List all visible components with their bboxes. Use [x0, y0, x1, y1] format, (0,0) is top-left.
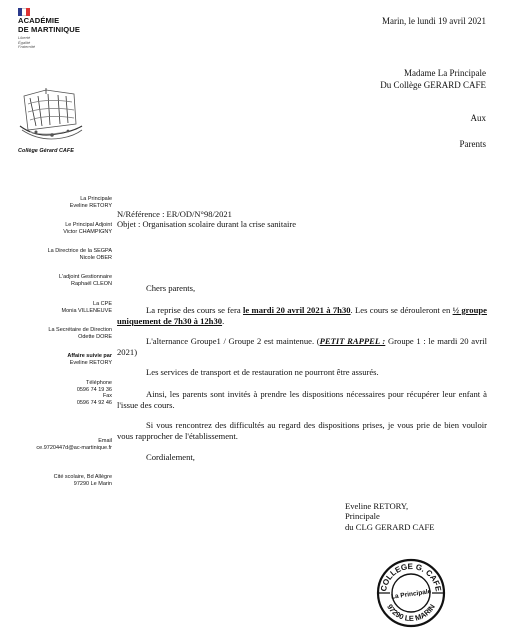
contact-principale — [70, 196, 112, 209]
paragraph-alternance — [117, 336, 487, 358]
college-caption: Collège Gérard CAFE — [18, 148, 74, 154]
emphasis-rappel: PETIT RAPPEL : — [319, 336, 386, 346]
emphasis-group: ½ groupe uniquement de 7h30 à 12h30 — [117, 305, 487, 326]
contact-role: La Directrice de la SEGPA — [47, 248, 112, 254]
contact-segpa — [48, 248, 112, 261]
phone-label: Téléphone — [86, 380, 112, 386]
contact-name: Raphaël CLEON — [71, 280, 112, 287]
letter-date: Marin, le lundi 19 avril 2021 — [382, 16, 486, 26]
text-span: Groupe 1 : le mardi 20 avril 2021) — [117, 336, 487, 357]
contact-email — [36, 438, 112, 451]
text-span: . — [222, 315, 225, 326]
sender-line-2: Du Collège GERARD CAFE — [380, 79, 486, 90]
contact-adjoint — [63, 222, 112, 235]
academie-line-2: DE MARTINIQUE — [18, 24, 81, 34]
address-line-2: 97290 Le Marin — [73, 480, 112, 487]
contact-name: Odette DORE — [78, 333, 112, 340]
letter-subject: Objet : Organisation scolaire durant la crise sanitaire — [117, 219, 296, 229]
paragraph-services: Les services de transport et de restauration ne pourront être assurés. — [146, 367, 379, 377]
contact-role: Le Principal Adjoint — [65, 222, 112, 228]
emphasis-date: le mardi 20 avril 2021 à 7h30 — [243, 305, 351, 315]
email-label: Email — [98, 438, 112, 444]
contact-role: La Secrétaire de Direction — [48, 327, 112, 333]
contact-affaire-suivie — [67, 353, 112, 366]
motto-line-2: Égalité — [18, 39, 31, 45]
fax-label: Fax — [102, 393, 112, 400]
motto-line-3: Fraternité — [18, 44, 36, 50]
academie-name — [18, 17, 80, 34]
contact-role: La Principale — [80, 196, 112, 202]
svg-text:COLLEGE G. CAFE: COLLEGE G. CAFE — [379, 561, 443, 593]
contact-name: Nicole OBER — [79, 254, 112, 261]
contact-phone-fax — [77, 380, 112, 407]
closing: Cordialement, — [146, 452, 195, 462]
contact-gestionnaire — [59, 274, 112, 287]
paragraph-difficultes: Si vous rencontrez des difficultés au regard des dispositions prises, je vous prie de bien vouloir vous rapprocher de l'établissement. — [117, 420, 487, 441]
signer-org: du CLG GERARD CAFE — [345, 521, 435, 532]
signer-title: Principale — [345, 511, 380, 522]
reference-block — [117, 209, 296, 229]
sender-line-1: Madame La Principale — [404, 68, 486, 78]
svg-text:97290 LE MARIN: 97290 LE MARIN — [385, 602, 437, 624]
contact-role: L'adjoint Gestionnaire — [58, 274, 112, 280]
contact-role: La CPE — [93, 301, 112, 307]
text-span: L'alternance Groupe1 / Groupe 2 est maintenue. ( — [146, 336, 320, 346]
sender-block — [380, 68, 486, 91]
paragraph-reprise — [117, 305, 487, 327]
contact-address — [54, 474, 112, 487]
contact-cpe — [62, 301, 112, 314]
address-line-1: Cité scolaire, Bd Allègre — [53, 474, 112, 480]
contact-name: Monia VILLENEUVE — [61, 307, 112, 314]
salutation: Chers parents, — [146, 283, 196, 293]
contact-name: Eveline RETORY — [69, 359, 112, 366]
contact-role: Affaire suivie par — [67, 353, 112, 359]
contact-name: Victor CHAMPIGNY — [63, 228, 112, 235]
text-span: . Les cours se dérouleront en — [350, 305, 453, 315]
republic-motto — [18, 36, 35, 50]
phone-number: 0596 74 19 36 — [76, 386, 112, 393]
recipient-aux: Aux — [470, 113, 486, 123]
fax-number: 0596 74 92 46 — [76, 400, 112, 407]
republique-logo-icon — [18, 8, 30, 16]
svg-text:La Principale: La Principale — [390, 588, 432, 601]
signature-block — [345, 501, 435, 532]
paragraph-dispositions: Ainsi, les parents sont invités à prendre les dispositions nécessaires pour récupérer leur enfant à l'issue des cours. — [117, 389, 487, 410]
college-logo-drawing — [16, 86, 86, 144]
signer-name: Eveline RETORY, — [345, 501, 409, 511]
contact-name: Eveline RETORY — [69, 202, 112, 209]
reference-number: N/Référence : ER/OD/N°98/2021 — [117, 209, 232, 219]
recipient-parents: Parents — [459, 139, 486, 149]
motto-line-1: Liberté — [18, 35, 31, 40]
text-span: La reprise des cours se fera — [146, 305, 243, 315]
contact-secretaire — [48, 327, 112, 340]
official-stamp — [376, 558, 446, 628]
academie-line-1: ACADÉMIE — [18, 16, 60, 25]
email-address: ce.9720447d@ac-martinique.fr — [36, 444, 112, 451]
